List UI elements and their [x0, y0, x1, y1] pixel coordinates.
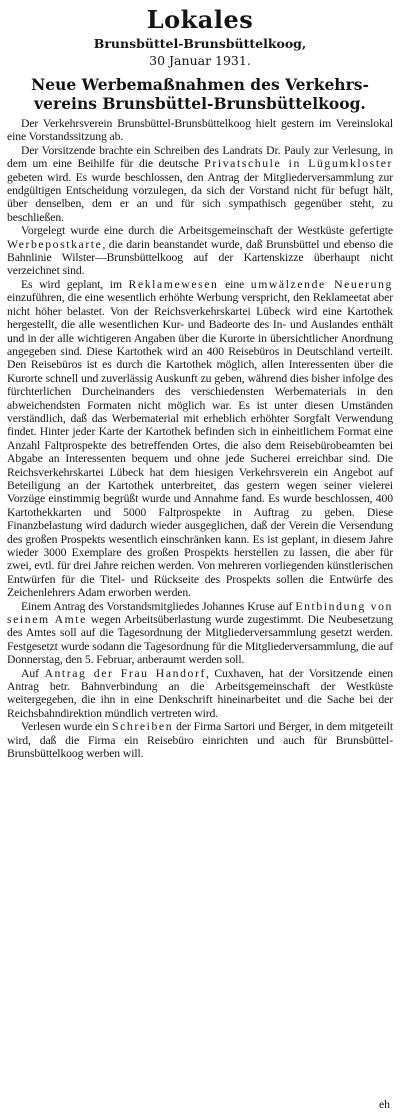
headline-line-2: vereins Brunsbüttel-Brunsbüttelkoog. [34, 94, 366, 113]
paragraph-6-text-b: , Cuxhaven, hat der Vorsitzende einen Antrag betr. Bahnverbindung an die Arbeitsgemeinschaft der Westküste weitergegeben, die ihn in eine Denkschrift hineinarbeitet und die Sache bei der Reichsbahndirektion mündlich vertreten wird. [7, 666, 394, 720]
paragraph-4-text-c: einzuführen, die eine wesentlich erhöhte Werbung verspricht, den Reklameetat aber nicht höher belastet. Von der Reichsverkehrskartei Lübeck wird eine Kartothek hergestellt, die alle wesentlichen Kur- und Badeorte des In- und Auslandes enthält und in der alle wichtigeren Angaben über die Kurorte in übersichtlicher Anordnung angegeben sind. Diese Kartothek wird an 400 Reisebüros in Deutschland verteilt. Den Reisebüros ist es durch die Kartothek möglich, allen Interessenten über die Kurorte schnell und zuverlässig Auskunft zu geben, während dies bisher infolge des fürchterlichen Durcheinanders des verschiedensten Werbematerials in den abweichendsten Formaten nicht möglich war. Es ist unter diesen Umständen verständlich, daß das Werbematerial mit erheblich erhöhter Sorgfalt Verwendung findet. Hinter jeder Karte der Kartothek befinden sich in einheitlichem Format eine Anzahl Faltprospekte des betreffenden Ortes, die also dem Reisebürobeamten bei Abgabe an Interessenten bequem und ohne jede Sucherei erreichbar sind. Die Reichsverkehrskartei Lübeck hat dem hiesigen Verkehrsverein ein Angebot auf Beteiligung an der Kartothek unterbreitet, das gestern wegen seiner vielerei Vorzüge einstimmig begrüßt wurde und Annahme fand. Es wurde beschlossen, 400 Kartothekkarten und 5000 Faltprospekte in Auftrag zu geben. Diese Finanzbelastung wird dadurch wieder ausgeglichen, daß der Verein die Versendung des großen Prospekts wesentlich einschränken kann. Es ist geplant, in diesem Jahre wieder 3000 Exemplare des großen Prospekts herstellen zu lassen, die aber für zwei, evtl. für drei Jahre reichen werden. Von mehreren vorliegenden künstlerischen Entwürfen für die Titel- und Rückseite des Prospekts sollen die Entwürfe des Zeichenlehrers Adam erworben werden. [7, 291, 393, 600]
paragraph-2-emphasis: Privatschule in Lügumkloster [204, 157, 393, 171]
dateline-place: Brunsbüttel-Brunsbüttelkoog, [93, 36, 307, 51]
paragraph-6-emphasis: Antrag der Frau Handorf [44, 666, 206, 680]
section-title: Lokales [146, 5, 254, 34]
paragraph-2-text-b: gebeten wird. Es wurde beschlossen, den Antrag der Mitgliederversammlung zur endgültigen Entscheidung vorzulegen, da sich der Vorstand nicht für befugt hält, über denselben, dem er an und für sich sympathisch gegenüber steht, zu beschließen. [7, 170, 393, 224]
paragraph-3-text-b: , die darin beanstandet wurde, daß Brunsbüttel und ebenso die Bahnlinie Wilster—Brunsbüttelkoog auf der Kartenskizze überhaupt nicht verzeichnet sind. [7, 237, 393, 278]
paragraph-6-text-a: Auf [21, 666, 45, 680]
article-body [7, 117, 393, 761]
dateline [7, 36, 393, 52]
paragraph-4-text-b: eine [218, 277, 251, 291]
dateline-date: 30 Januar 1931. [149, 53, 251, 68]
author-signature: eh [378, 1098, 390, 1111]
paragraph-2 [7, 144, 393, 224]
paragraph-3-emphasis: Werbepostkarte [7, 237, 103, 251]
paragraph-4-emphasis-a: Reklamewesen [128, 277, 219, 291]
paragraph-3 [7, 224, 393, 278]
paragraph-7-text-a: Verlesen wurde ein [21, 720, 112, 734]
paragraph-7 [7, 720, 393, 760]
headline-line-1: Neue Werbemaßnahmen des Verkehrs- [31, 75, 369, 94]
paragraph-7-text-b: der Firma Sartori und Berger, in dem mitgeteilt wird, daß die Firma ein Reisebüro einrichten und auch für Brunsbüttel-Brunsbüttelkoog werben will. [7, 720, 394, 761]
paragraph-4-text-a: Es wird geplant, im [21, 277, 129, 291]
paragraph-5 [7, 600, 393, 667]
paragraph-3-text-a: Vorgelegt wurde eine durch die Arbeitsgemeinschaft der Westküste gefertigte [21, 224, 393, 238]
paragraph-5-text-a: Einem Antrag des Vorstandsmitgliedes Johannes Kruse auf [21, 599, 296, 613]
paragraph-5-text-b: wegen Arbeitsüberlastung wurde zugestimmt. Die Neubesetzung des Amtes soll auf die Tagesordnung der Mitgliederversammlung gesetzt werden. Festgesetzt wurde sodann die Tagesordnung für die Mitgliederversammlung, die auf Donnerstag, den 5. Februar, anberaumt werden soll. [7, 613, 393, 667]
paragraph-4-emphasis-b: umwälzende Neuerung [250, 277, 393, 291]
paragraph-4 [7, 278, 393, 600]
article-headline [7, 75, 393, 113]
paragraph-1: Der Verkehrsverein Brunsbüttel-Brunsbüttelkoog hielt gestern im Vereinslokal eine Vorstandssitzung ab. [7, 117, 393, 144]
paragraph-2-text-a: Der Vorsitzende brachte ein Schreiben des Landrats Dr. Pauly zur Verlesung, in dem um eine Beihilfe für die deutsche [7, 143, 393, 171]
paragraph-5-emphasis: Entbindung von seinem Amte [7, 599, 393, 627]
paragraph-6 [7, 667, 393, 721]
paragraph-7-emphasis: Schreiben [112, 720, 174, 734]
